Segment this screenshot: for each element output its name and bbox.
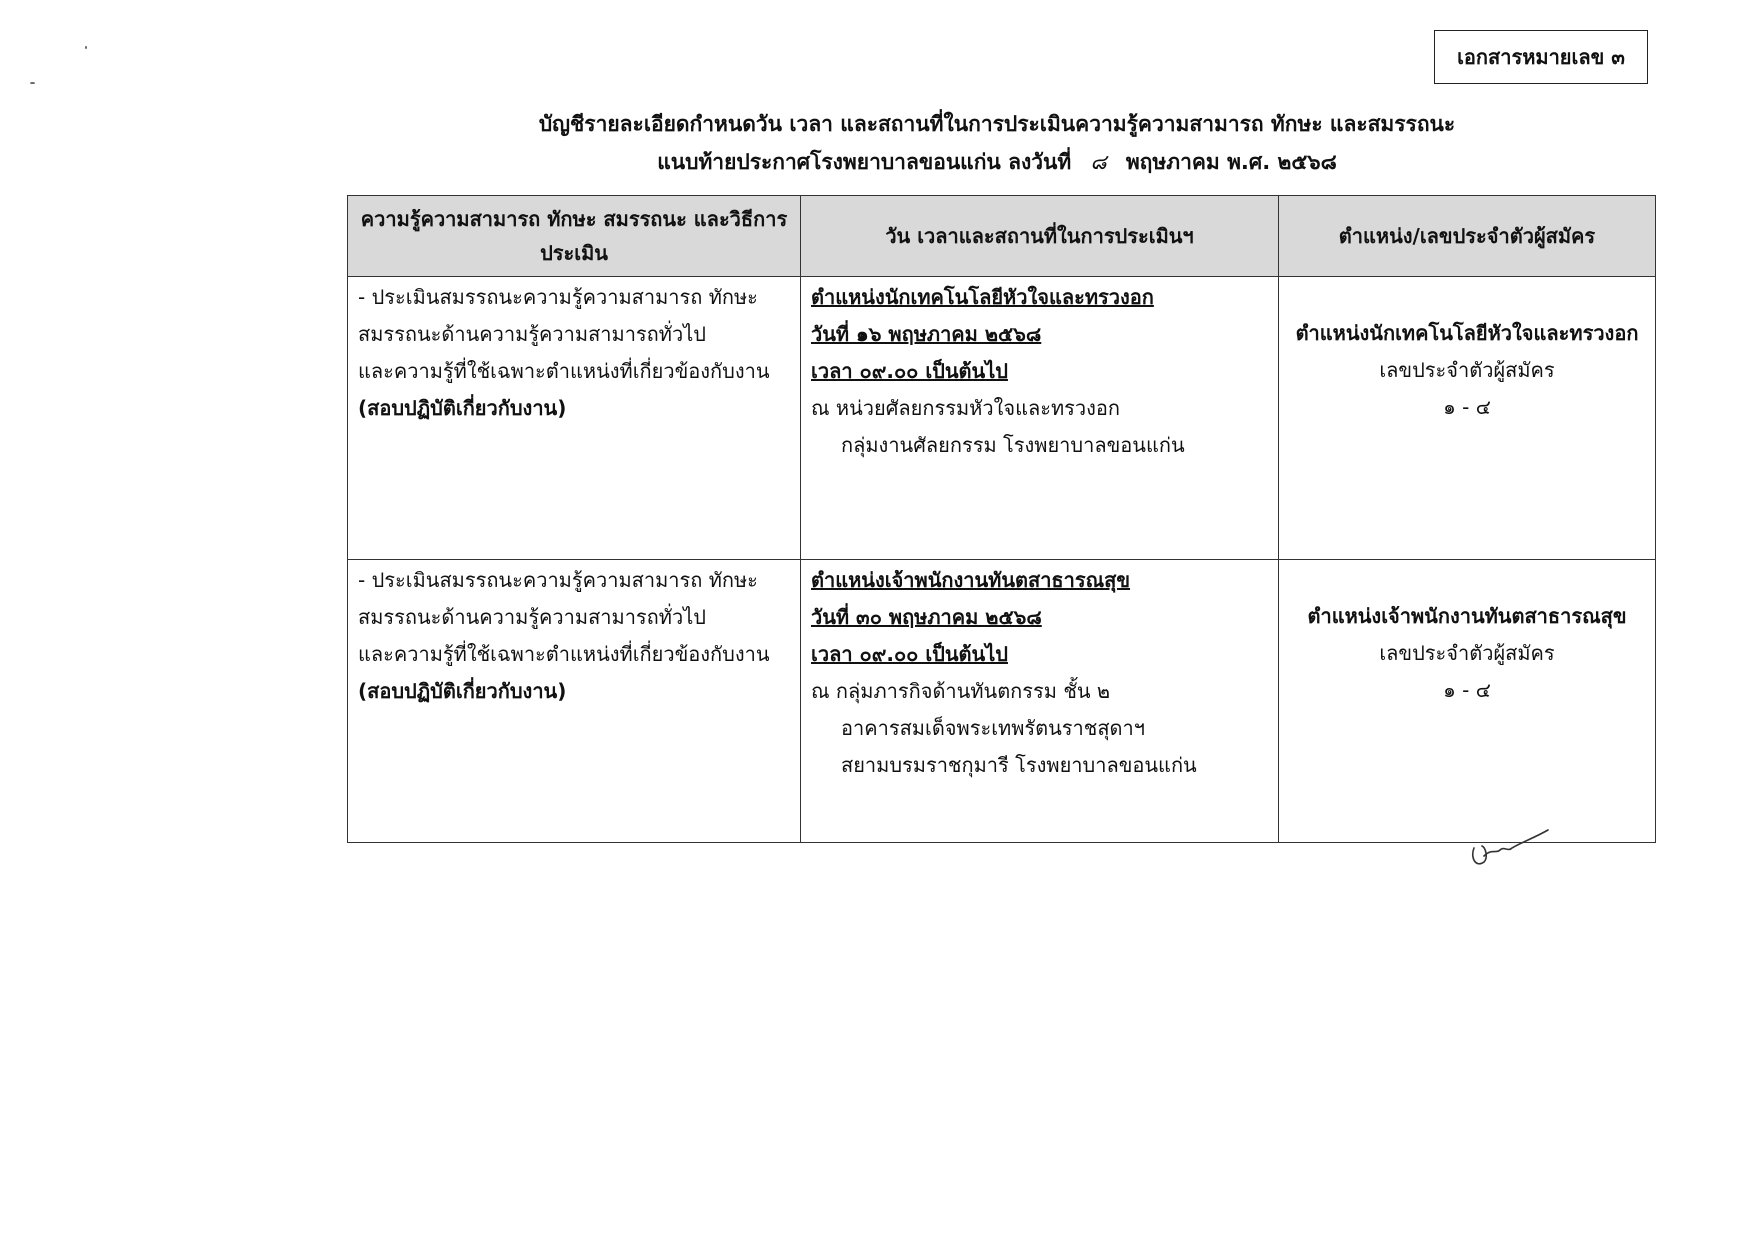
header-applicant: ตำแหน่ง/เลขประจำตัวผู้สมัคร	[1279, 196, 1656, 277]
assessment-method: (สอบปฏิบัติเกี่ยวกับงาน)	[358, 679, 567, 703]
schedule-place: สยามบรมราชกุมารี โรงพยาบาลขอนแก่น	[841, 753, 1197, 777]
scan-speck	[85, 46, 87, 49]
schedule-place: อาคารสมเด็จพระเทพรัตนราชสุดาฯ	[841, 716, 1146, 740]
applicant-cell	[1279, 560, 1656, 843]
document-number-label: เอกสารหมายเลข ๓	[1434, 30, 1648, 84]
schedule-place: ณ หน่วยศัลยกรรมหัวใจและทรวงอก	[811, 396, 1120, 420]
applicant-number-label: เลขประจำตัวผู้สมัคร	[1379, 358, 1555, 382]
applicant-position: ตำแหน่งเจ้าพนักงานทันตสาธารณสุข	[1307, 604, 1627, 628]
criteria-cell	[348, 277, 801, 560]
schedule-position: ตำแหน่งเจ้าพนักงานทันตสาธารณสุข	[811, 568, 1131, 592]
page-subtitle	[120, 146, 1754, 179]
schedule-date: วันที่ ๑๖ พฤษภาคม ๒๕๖๘	[811, 322, 1042, 346]
criteria-line: สมรรถนะด้านความรู้ความสามารถทั่วไป	[358, 605, 706, 629]
schedule-place: กลุ่มงานศัลยกรรม โรงพยาบาลขอนแก่น	[841, 433, 1185, 457]
signature	[1466, 818, 1550, 874]
criteria-cell	[348, 560, 801, 843]
subtitle-prefix: แนบท้ายประกาศโรงพยาบาลขอนแก่น ลงวันที่	[657, 150, 1072, 174]
schedule-table	[347, 195, 1656, 843]
table-row	[348, 277, 1656, 560]
schedule-cell	[801, 277, 1279, 560]
scan-speck	[30, 82, 35, 84]
applicant-number-range: ๑ - ๔	[1443, 395, 1491, 419]
applicant-cell	[1279, 277, 1656, 560]
table-header-row	[348, 196, 1656, 277]
criteria-line: และความรู้ที่ใช้เฉพาะตำแหน่งที่เกี่ยวข้องกับงาน	[358, 642, 770, 666]
page-title: บัญชีรายละเอียดกำหนดวัน เวลา และสถานที่ในการประเมินความรู้ความสามารถ ทักษะ และสมรรถนะ	[538, 112, 1456, 136]
header-schedule: วัน เวลาและสถานที่ในการประเมินฯ	[801, 196, 1279, 277]
assessment-method: (สอบปฏิบัติเกี่ยวกับงาน)	[358, 396, 567, 420]
applicant-position: ตำแหน่งนักเทคโนโลยีหัวใจและทรวงอก	[1295, 321, 1639, 345]
subtitle-suffix: พฤษภาคม พ.ศ. ๒๕๖๘	[1125, 150, 1337, 174]
criteria-line: - ประเมินสมรรถนะความรู้ความสามารถ ทักษะ	[358, 568, 758, 592]
header-criteria: ความรู้ความสามารถ ทักษะ สมรรถนะ และวิธีการประเมิน	[348, 196, 801, 277]
schedule-time: เวลา ๐๙.๐๐ เป็นต้นไป	[811, 642, 1008, 666]
criteria-line: สมรรถนะด้านความรู้ความสามารถทั่วไป	[358, 322, 706, 346]
schedule-position: ตำแหน่งนักเทคโนโลยีหัวใจและทรวงอก	[811, 285, 1154, 309]
schedule-time: เวลา ๐๙.๐๐ เป็นต้นไป	[811, 359, 1008, 383]
criteria-line: และความรู้ที่ใช้เฉพาะตำแหน่งที่เกี่ยวข้องกับงาน	[358, 359, 770, 383]
schedule-place: ณ กลุ่มภารกิจด้านทันตกรรม ชั้น ๒	[811, 679, 1111, 703]
applicant-number-label: เลขประจำตัวผู้สมัคร	[1379, 641, 1555, 665]
handwritten-day: ๘	[1090, 150, 1107, 174]
schedule-date: วันที่ ๓๐ พฤษภาคม ๒๕๖๘	[811, 605, 1042, 629]
table-row	[348, 560, 1656, 843]
applicant-number-range: ๑ - ๔	[1443, 678, 1491, 702]
criteria-line: - ประเมินสมรรถนะความรู้ความสามารถ ทักษะ	[358, 285, 758, 309]
schedule-cell	[801, 560, 1279, 843]
